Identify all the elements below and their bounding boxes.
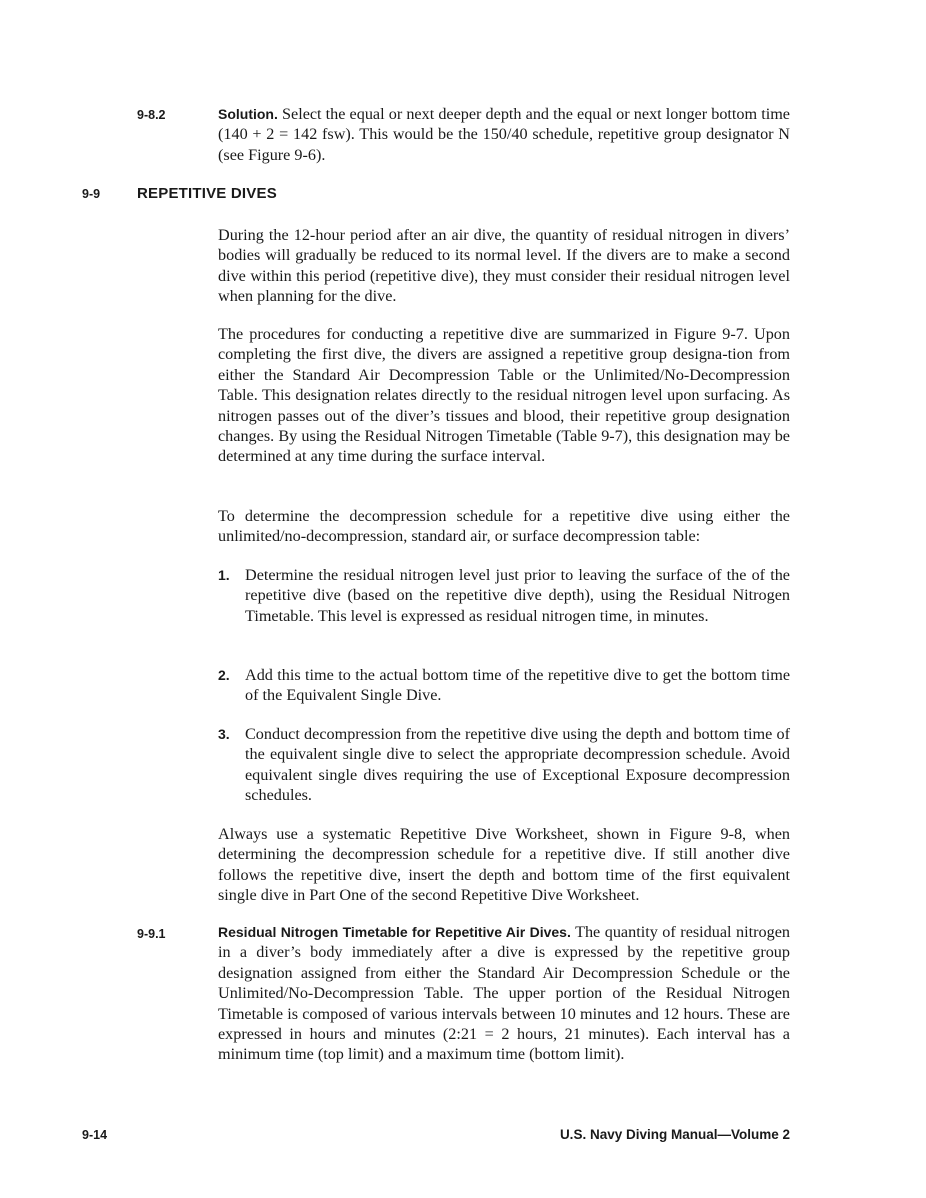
list-item-number: 1. <box>218 567 230 583</box>
timetable-lead: Residual Nitrogen Timetable for Repetitive Air Dives. <box>218 924 571 940</box>
residual-nitrogen-timetable-paragraph <box>218 922 790 1065</box>
manual-title: U.S. Navy Diving Manual—Volume 2 <box>559 1127 790 1142</box>
section-title: REPETITIVE DIVES <box>137 185 277 202</box>
solution-text: Select the equal or next deeper depth and the equal or next longer bottom time (140 + 2 = 142 fsw). This would be the 150/40 schedule, repetitive group designator N (see Figure 9-6). <box>218 105 790 164</box>
list-item-text: Conduct decompression from the repetitive dive using the depth and bottom time of the equivalent single dive to select the appropriate decompression schedule. Avoid equivalent single dives requiring the use of Exceptional Exposure decompression schedules. <box>245 725 790 805</box>
section-number-9-9: 9-9 <box>82 187 101 201</box>
paragraph-determine-schedule: To determine the decompression schedule for a repetitive dive using either the unlimited/no-decompression, standard air, or surface decompression table: <box>218 507 790 546</box>
list-item-number: 3. <box>218 726 230 742</box>
page-number: 9-14 <box>82 1128 108 1142</box>
solution-paragraph <box>218 104 790 165</box>
section-number-9-8-2: 9-8.2 <box>137 108 166 122</box>
timetable-text: The quantity of residual nitrogen in a diver’s body immediately after a dive is expressed by the repetitive group designation assigned from either the Standard Air Decompression Schedule or the Unlimited/No-Decompression Table. The upper portion of the Residual Nitrogen Timetable is composed of various intervals between 10 minutes and 12 hours. These are expressed in hours and minutes (2:21 = 2 hours, 21 minutes). Each interval has a minimum time (top limit) and a maximum time (bottom limit). <box>218 923 790 1064</box>
paragraph-residual-nitrogen: During the 12-hour period after an air dive, the quantity of residual nitrogen in divers’ bodies will gradually be reduced to its normal level. If the divers are to make a second dive within this period (repetitive dive), they must consider their residual nitrogen level when planning for the dive. <box>218 226 790 306</box>
list-item-text: Add this time to the actual bottom time of the repetitive dive to get the bottom time of the Equivalent Single Dive. <box>245 666 790 705</box>
section-number-9-9-1: 9-9.1 <box>137 927 166 941</box>
paragraph-procedures: The procedures for conducting a repetitive dive are summarized in Figure 9-7. Upon completing the first dive, the divers are assigned a repetitive group designa-tion from either the Standard Air Decompression Table or the Unlimited/No-Decompression Table. This designation relates directly to the residual nitrogen level upon surfacing. As nitrogen passes out of the diver’s tissues and blood, their repetitive group designation changes. By using the Residual Nitrogen Timetable (Table 9-7), this designation may be determined at any time during the surface interval. <box>218 325 790 466</box>
list-item-number: 2. <box>218 667 230 683</box>
list-item-text: Determine the residual nitrogen level just prior to leaving the surface of the of the repetitive dive (based on the repetitive dive depth), using the Residual Nitrogen Timetable. This level is expressed as residual nitrogen time, in minutes. <box>245 566 790 625</box>
solution-lead: Solution. <box>218 106 278 122</box>
paragraph-worksheet: Always use a systematic Repetitive Dive Worksheet, shown in Figure 9-8, when determining the decompression schedule for a repetitive dive. If still another dive follows the repetitive dive, insert the depth and bottom time of the first equivalent single dive in Part One of the second Repetitive Dive Worksheet. <box>218 825 790 905</box>
